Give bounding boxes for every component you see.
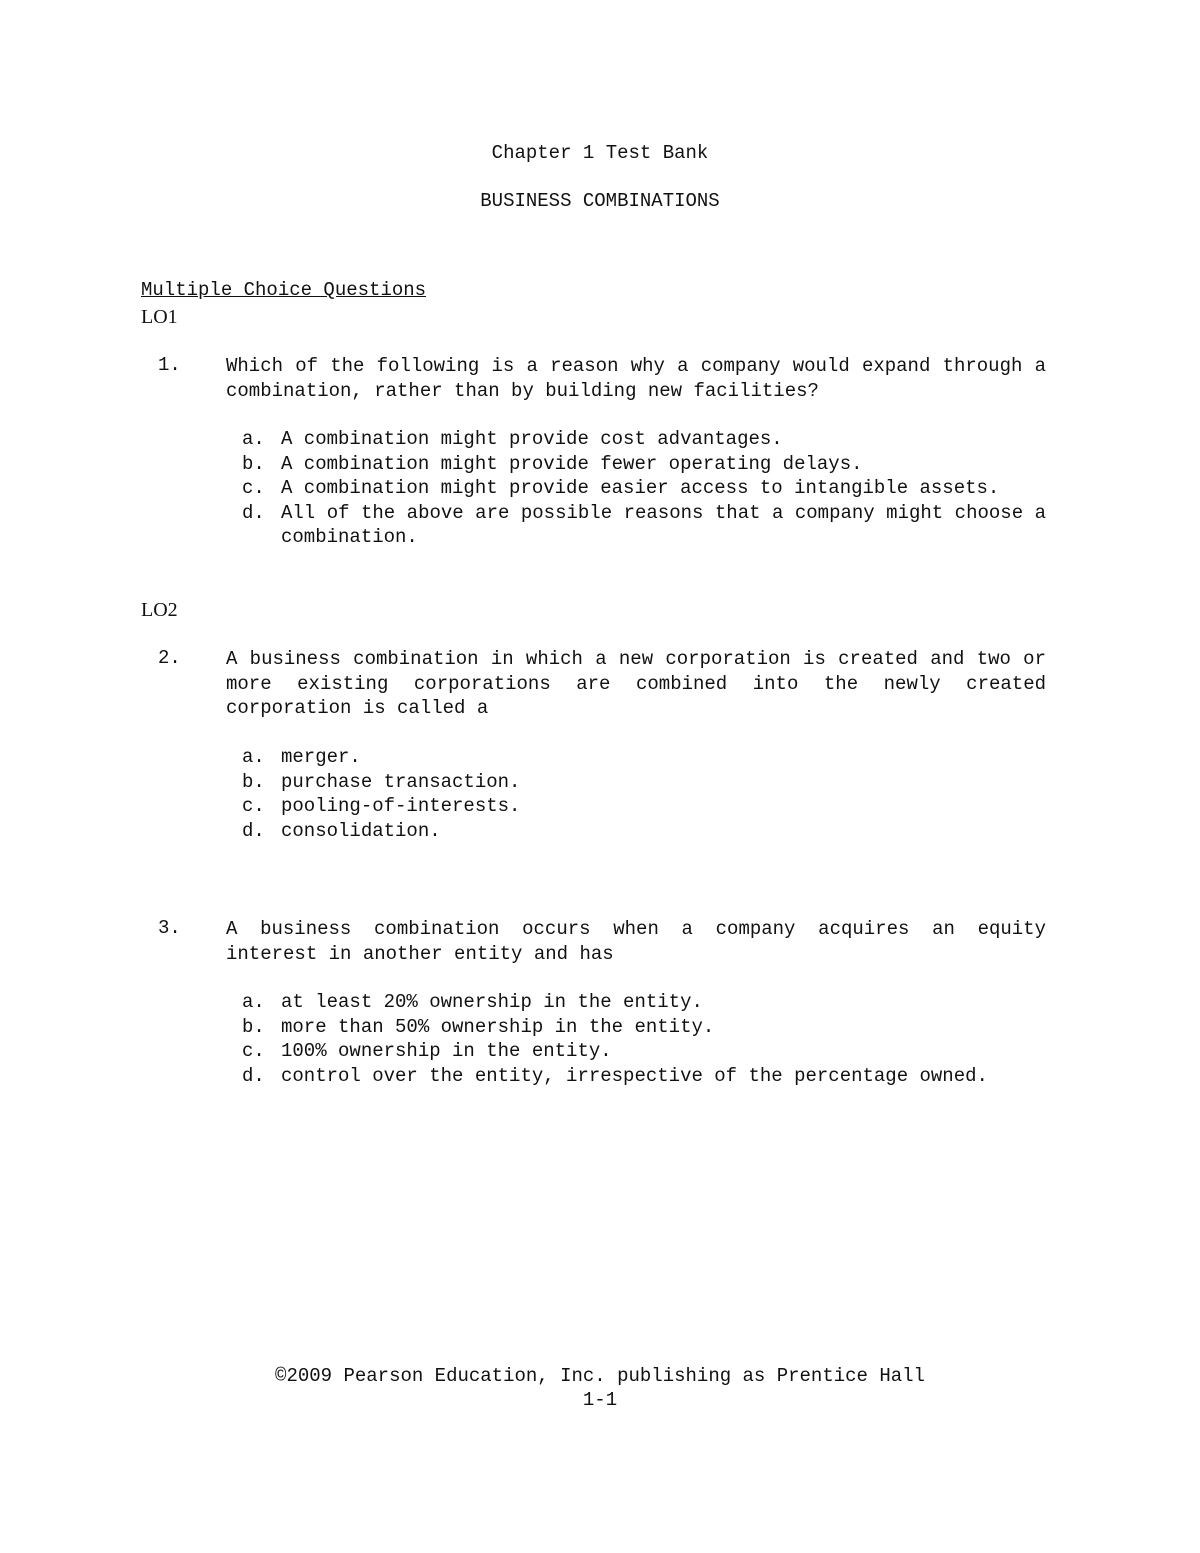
learning-objective-lo2: LO2 (141, 599, 178, 621)
question-number: 2. (158, 647, 181, 669)
section-heading: Multiple Choice Questions (141, 279, 427, 301)
choice-text: A combination might provide easier access to intangible assets. (281, 477, 1000, 499)
answer-choice (242, 452, 1046, 477)
question-number: 1. (158, 354, 181, 376)
choice-text: 100% ownership in the entity. (281, 1040, 612, 1062)
choice-letter: b. (242, 452, 265, 475)
footer-copyright: ©2009 Pearson Education, Inc. publishing as Prentice Hall (275, 1365, 925, 1387)
question-text: A business combination occurs when a company acquires an equity interest in another entity and has (226, 918, 1046, 965)
question-text: Which of the following is a reason why a company would expand through a combination, rather than by building new facilities? (226, 355, 1046, 402)
choice-letter: c. (242, 1040, 265, 1062)
answer-choice (242, 1039, 1046, 1064)
choice-text: All of the above are possible reasons that a company might choose a combination. (281, 501, 1046, 548)
choice-text: purchase transaction. (281, 770, 521, 793)
page-number: 1-1 (582, 1389, 618, 1411)
answer-choice (242, 794, 1046, 819)
learning-objective-lo1: LO1 (141, 306, 178, 328)
choice-letter: d. (242, 501, 265, 524)
choice-text: more than 50% ownership in the entity. (281, 1015, 715, 1038)
choice-letter: a. (242, 991, 265, 1013)
choice-letter: d. (242, 819, 265, 842)
answer-choice (242, 770, 1046, 795)
question-text: A business combination in which a new corporation is created and two or more existing corporations are combined into the newly created corporation is called a (226, 648, 1046, 719)
answer-choice (242, 501, 1046, 550)
choice-letter: a. (242, 746, 265, 768)
document-title: Chapter 1 Test Bank (491, 142, 709, 164)
choice-text: consolidation. (281, 819, 441, 842)
answer-choice (242, 819, 1046, 844)
choice-letter: c. (242, 795, 265, 817)
choice-letter: b. (242, 770, 265, 793)
answer-choice (242, 990, 1046, 1015)
choice-letter: b. (242, 1015, 265, 1038)
choice-text: merger. (281, 746, 361, 768)
answer-choice (242, 745, 1046, 770)
answer-choice (242, 427, 1046, 452)
choice-letter: c. (242, 477, 265, 499)
answer-choices (242, 427, 1046, 550)
choice-text: control over the entity, irrespective of the percentage owned. (281, 1064, 988, 1087)
choice-text: A combination might provide fewer operating delays. (281, 452, 863, 475)
answer-choices (242, 745, 1046, 843)
question-number: 3. (158, 917, 181, 939)
choice-letter: a. (242, 428, 265, 450)
answer-choice (242, 1064, 1046, 1089)
choice-text: at least 20% ownership in the entity. (281, 991, 703, 1013)
answer-choices (242, 990, 1046, 1088)
choice-text: pooling-of-interests. (281, 795, 521, 817)
choice-text: A combination might provide cost advantages. (281, 428, 783, 450)
answer-choice (242, 476, 1046, 501)
answer-choice (242, 1015, 1046, 1040)
choice-letter: d. (242, 1064, 265, 1087)
document-subtitle: BUSINESS COMBINATIONS (480, 190, 720, 212)
